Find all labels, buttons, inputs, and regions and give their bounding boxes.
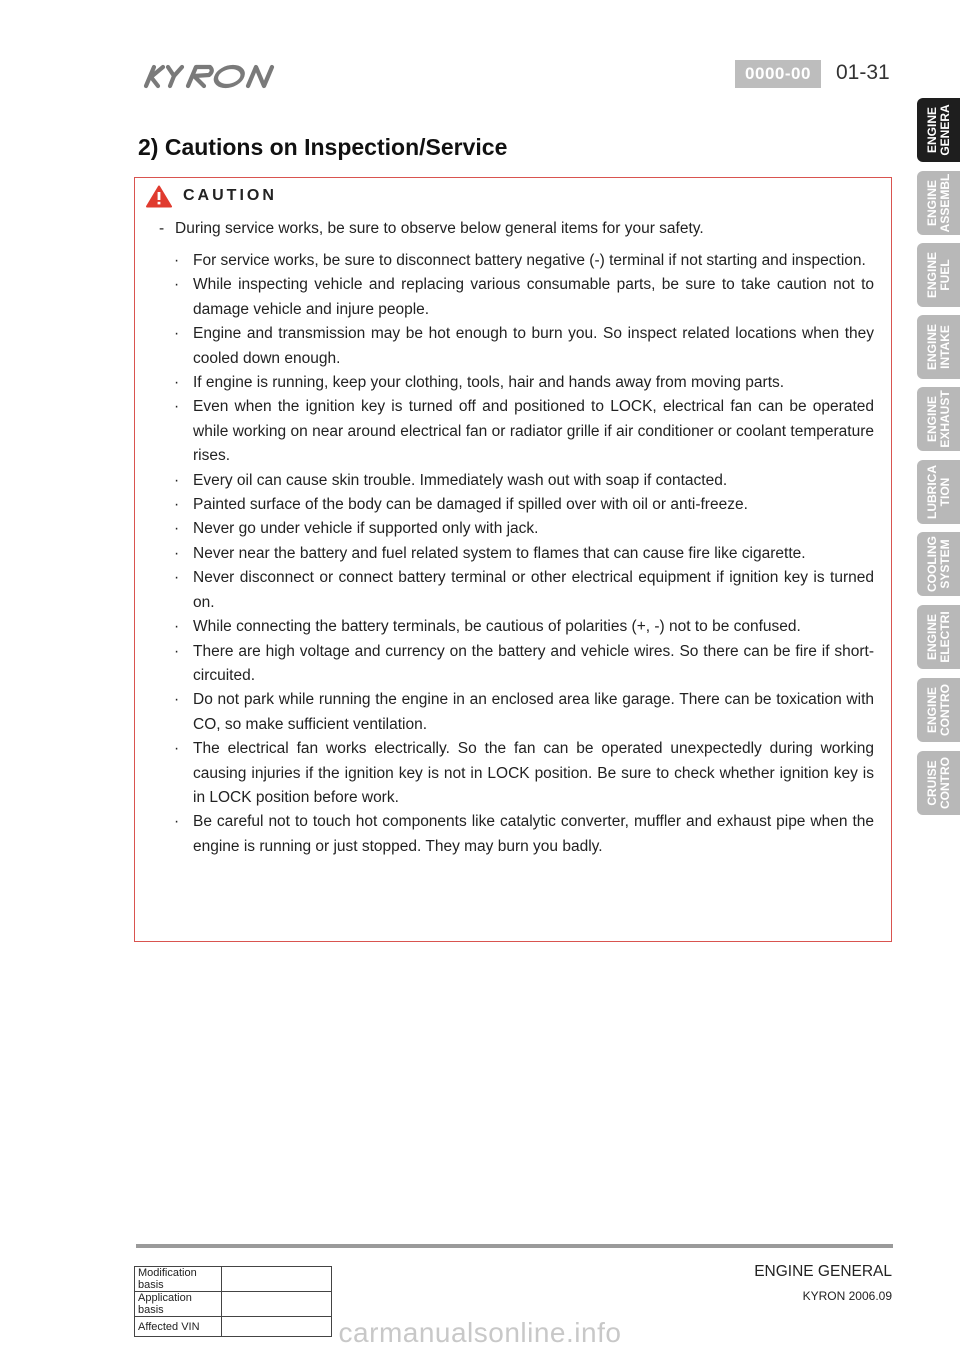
caution-item-text: Painted surface of the body can be damaged if spilled over with oil or anti-freeze. (193, 496, 748, 514)
caution-item (174, 688, 874, 737)
caution-item-text: Be careful not to touch hot components like catalytic converter, muffler and exhaust pipe when the engine is running or just stopped. They may burn you badly. (193, 813, 874, 855)
bullet-dot: · (174, 325, 180, 343)
caution-item (174, 542, 874, 566)
caution-item (174, 395, 874, 468)
caution-label: CAUTION (183, 187, 277, 204)
bullet-dot: · (174, 691, 180, 709)
caution-item-text: While connecting the battery terminals, be cautious of polarities (+, -) not to be confused. (193, 618, 801, 636)
footer-edition: KYRON 2006.09 (802, 1289, 892, 1303)
bullet-dot: · (174, 276, 180, 294)
caution-item (174, 273, 874, 322)
bullet-dot: · (174, 496, 180, 514)
kyron-logo (136, 62, 282, 90)
side-tab-label: COOLING SYSTEM (924, 536, 952, 592)
side-tab-engine-electrical[interactable] (917, 605, 960, 669)
bullet-dot: · (174, 520, 180, 538)
side-tab-engine-fuel[interactable] (917, 243, 960, 307)
side-tab-label: ENGINE FUEL (924, 252, 952, 299)
bullet-dot: · (174, 618, 180, 636)
caution-item-text: Never disconnect or connect battery terminal or other electrical equipment if ignition key is turned on. (193, 569, 874, 611)
basis-value (222, 1267, 332, 1292)
bullet-dot: · (174, 398, 180, 416)
caution-item (174, 493, 874, 517)
side-tab-label: ENGINE ELECTRI (924, 611, 952, 663)
side-tab-label: ENGINE INTAKE (924, 324, 952, 371)
side-tab-engine-intake[interactable] (917, 315, 960, 379)
basis-label: Modification basis (135, 1267, 222, 1292)
caution-item-text: For service works, be sure to disconnect battery negative (-) terminal if not starting and inspection. (193, 252, 866, 269)
side-tab-label: CRUISE CONTRO (924, 757, 952, 809)
bullet-dot: · (174, 740, 180, 758)
side-tab-label: ENGINE CONTRO (924, 684, 952, 736)
caution-item (174, 810, 874, 859)
side-tab-engine-control[interactable] (917, 678, 960, 742)
side-tab-engine-exhaust[interactable] (917, 387, 960, 451)
side-tab-engine-general[interactable] (917, 98, 960, 162)
bullet-dot: · (174, 569, 180, 587)
page-number: 01-31 (836, 61, 890, 84)
side-tab-label: ENGINE EXHAUST (924, 390, 952, 448)
caution-item (174, 640, 874, 689)
caution-item-text: Engine and transmission may be hot enough to burn you. So inspect related locations when they cooled down enough. (193, 325, 874, 367)
bullet-dot: · (174, 813, 180, 831)
side-tab-label: ENGINE GENERA (924, 104, 952, 156)
side-tab-label: ENGINE ASSEMBL (924, 173, 952, 233)
watermark: carmanualsonline.info (338, 1317, 622, 1348)
caution-item (174, 737, 874, 810)
basis-value (222, 1292, 332, 1317)
bullet-dot: · (174, 252, 180, 269)
caution-item-text: The electrical fan works electrically. So the fan can be operated unexpectedly during working causing injuries if the ignition key is not in LOCK position. Be sure to check whether ignition key is in LOCK position before work. (193, 740, 874, 806)
side-tab-cooling-system[interactable] (917, 532, 960, 596)
footer-divider (136, 1244, 893, 1248)
intro-dash: - (159, 220, 165, 237)
side-tab-label: LUBRICA TION (924, 465, 952, 519)
caution-item-text: Do not park while running the engine in an enclosed area like garage. There can be toxication with CO, so make sufficient ventilation. (193, 691, 874, 733)
caution-intro (159, 220, 704, 238)
caution-item-text: Never go under vehicle if supported only with jack. (193, 520, 539, 538)
bullet-dot: · (174, 544, 180, 562)
footer-section-name: ENGINE GENERAL (754, 1263, 892, 1280)
basis-label: Affected VIN (135, 1317, 222, 1337)
side-tab-cruise-control[interactable] (917, 751, 960, 815)
caution-item-text: There are high voltage and currency on the battery and vehicle wires. So there can be fire if short-circuited. (193, 642, 874, 684)
section-code-badge: 0000-00 (735, 60, 821, 88)
caution-item (174, 249, 874, 273)
caution-item-list (174, 249, 874, 859)
caution-item-text: Every oil can cause skin trouble. Immediately wash out with soap if contacted. (193, 471, 728, 489)
side-tab-lubrication[interactable] (917, 460, 960, 524)
basis-row-modification (135, 1267, 332, 1292)
caution-item (174, 517, 874, 541)
warning-triangle-icon (146, 185, 172, 208)
bullet-dot: · (174, 471, 180, 489)
caution-item (174, 322, 874, 371)
caution-item-text: Never near the battery and fuel related system to flames that can cause fire like cigarette. (193, 544, 806, 562)
basis-row-application (135, 1292, 332, 1317)
basis-label: Application basis (135, 1292, 222, 1317)
caution-item-text: While inspecting vehicle and replacing various consumable parts, be sure to take caution not to damage vehicle and injure people. (193, 276, 874, 318)
bullet-dot: · (174, 642, 180, 660)
intro-text: During service works, be sure to observe below general items for your safety. (175, 220, 704, 237)
bullet-dot: · (174, 374, 180, 392)
caution-item (174, 371, 874, 395)
caution-item-text: If engine is running, keep your clothing, tools, hair and hands away from moving parts. (193, 374, 785, 392)
side-tab-engine-assembly[interactable] (917, 171, 960, 235)
caution-item-text: Even when the ignition key is turned off and positioned to LOCK, electrical fan can be operated while working on near around electrical fan or radiator grille if air conditioner or coolant temperature rises. (193, 398, 874, 465)
caution-item (174, 615, 874, 639)
caution-item (174, 566, 874, 615)
section-title: 2) Cautions on Inspection/Service (138, 134, 508, 160)
caution-item (174, 469, 874, 493)
